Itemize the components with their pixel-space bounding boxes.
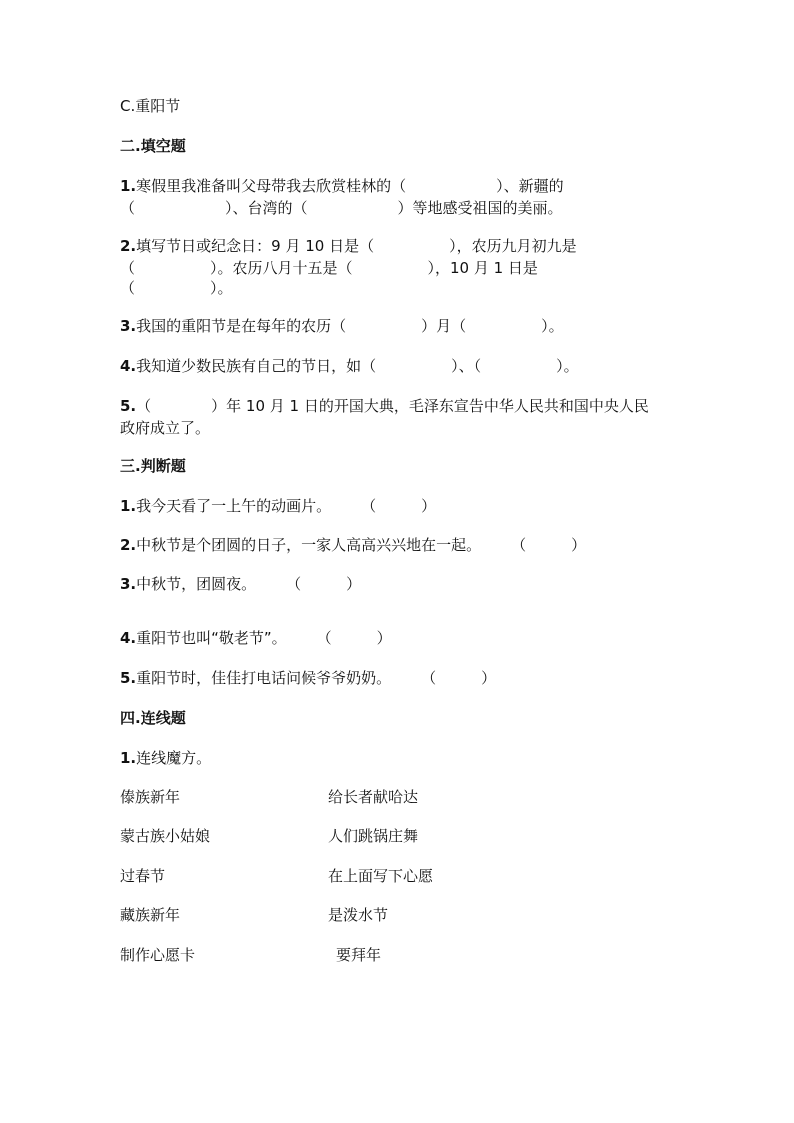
judge-q2-number: 2. — [120, 536, 137, 554]
fill-q1-line2: （ ）、台湾的（ ）等地感受祖国的美丽。 — [120, 199, 563, 217]
fill-q4-number: 4. — [120, 357, 137, 375]
section-matching-title: 四.连线题 — [120, 709, 186, 727]
fill-q1-number: 1. — [120, 177, 137, 195]
fill-q2-text-1: 填写节日或纪念日：9 月 10 日是（ ），农历九月初九是 — [136, 237, 577, 255]
match-left-item: 蒙古族小姑娘 — [120, 827, 211, 845]
match-q1-text: 连线魔方。 — [136, 749, 212, 767]
judge-q3-number: 3. — [120, 575, 137, 593]
previous-option-c: C.重阳节 — [120, 97, 181, 115]
match-left-item: 过春节 — [120, 867, 166, 885]
judge-q3-text: 中秋节，团圆夜。 （ ） — [136, 575, 362, 593]
fill-q3-line1 — [120, 316, 564, 336]
judge-q2 — [120, 535, 586, 555]
fill-q5-line2: 政府成立了。 — [120, 419, 211, 437]
fill-q3-text-1: 我国的重阳节是在每年的农历（ ）月（ ）。 — [136, 317, 564, 335]
judge-q5-text: 重阳节时，佳佳打电话问候爷爷奶奶。 （ ） — [136, 669, 497, 687]
judge-q1-text: 我今天看了一上午的动画片。 （ ） — [136, 497, 437, 515]
fill-q1-text-1: 寒假里我准备叫父母带我去欣赏桂林的（ ）、新疆的 — [136, 177, 564, 195]
judge-q3 — [120, 574, 361, 594]
judge-q5-number: 5. — [120, 669, 137, 687]
fill-q5-line1 — [120, 396, 649, 416]
judge-q1-number: 1. — [120, 497, 137, 515]
match-right-item: 给长者献哈达 — [328, 788, 419, 806]
section-fill-in-title: 二.填空题 — [120, 137, 186, 155]
fill-q2-line3: （ ）。 — [120, 279, 233, 297]
fill-q5-number: 5. — [120, 397, 137, 415]
match-left-item: 藏族新年 — [120, 906, 181, 924]
match-left-item: 傣族新年 — [120, 788, 181, 806]
fill-q1-line1 — [120, 176, 564, 196]
judge-q4-number: 4. — [120, 629, 137, 647]
section-true-false-title: 三.判断题 — [120, 457, 186, 475]
fill-q3-number: 3. — [120, 317, 137, 335]
match-left-item: 制作心愿卡 — [120, 946, 196, 964]
match-right-item: 是泼水节 — [328, 906, 389, 924]
fill-q2-number: 2. — [120, 237, 137, 255]
match-right-item: 要拜年 — [336, 946, 382, 964]
judge-q4 — [120, 628, 392, 648]
match-right-item: 在上面写下心愿 — [328, 867, 434, 885]
fill-q5-text-1: （ ）年 10 月 1 日的开国大典，毛泽东宣告中华人民共和国中央人民 — [136, 397, 649, 415]
fill-q4-text-1: 我知道少数民族有自己的节日，如（ ）、（ ）。 — [136, 357, 579, 375]
fill-q4-line1 — [120, 356, 579, 376]
judge-q2-text: 中秋节是个团圆的日子，一家人高高兴兴地在一起。 （ ） — [136, 536, 587, 554]
fill-q2-line2: （ ）。农历八月十五是（ ），10 月 1 日是 — [120, 259, 538, 277]
match-q1 — [120, 748, 211, 768]
fill-q2-line1 — [120, 236, 577, 256]
match-q1-number: 1. — [120, 749, 137, 767]
match-right-item: 人们跳锅庄舞 — [328, 827, 419, 845]
judge-q1 — [120, 496, 436, 516]
judge-q5 — [120, 668, 496, 688]
judge-q4-text: 重阳节也叫“敬老节”。 （ ） — [136, 629, 392, 647]
